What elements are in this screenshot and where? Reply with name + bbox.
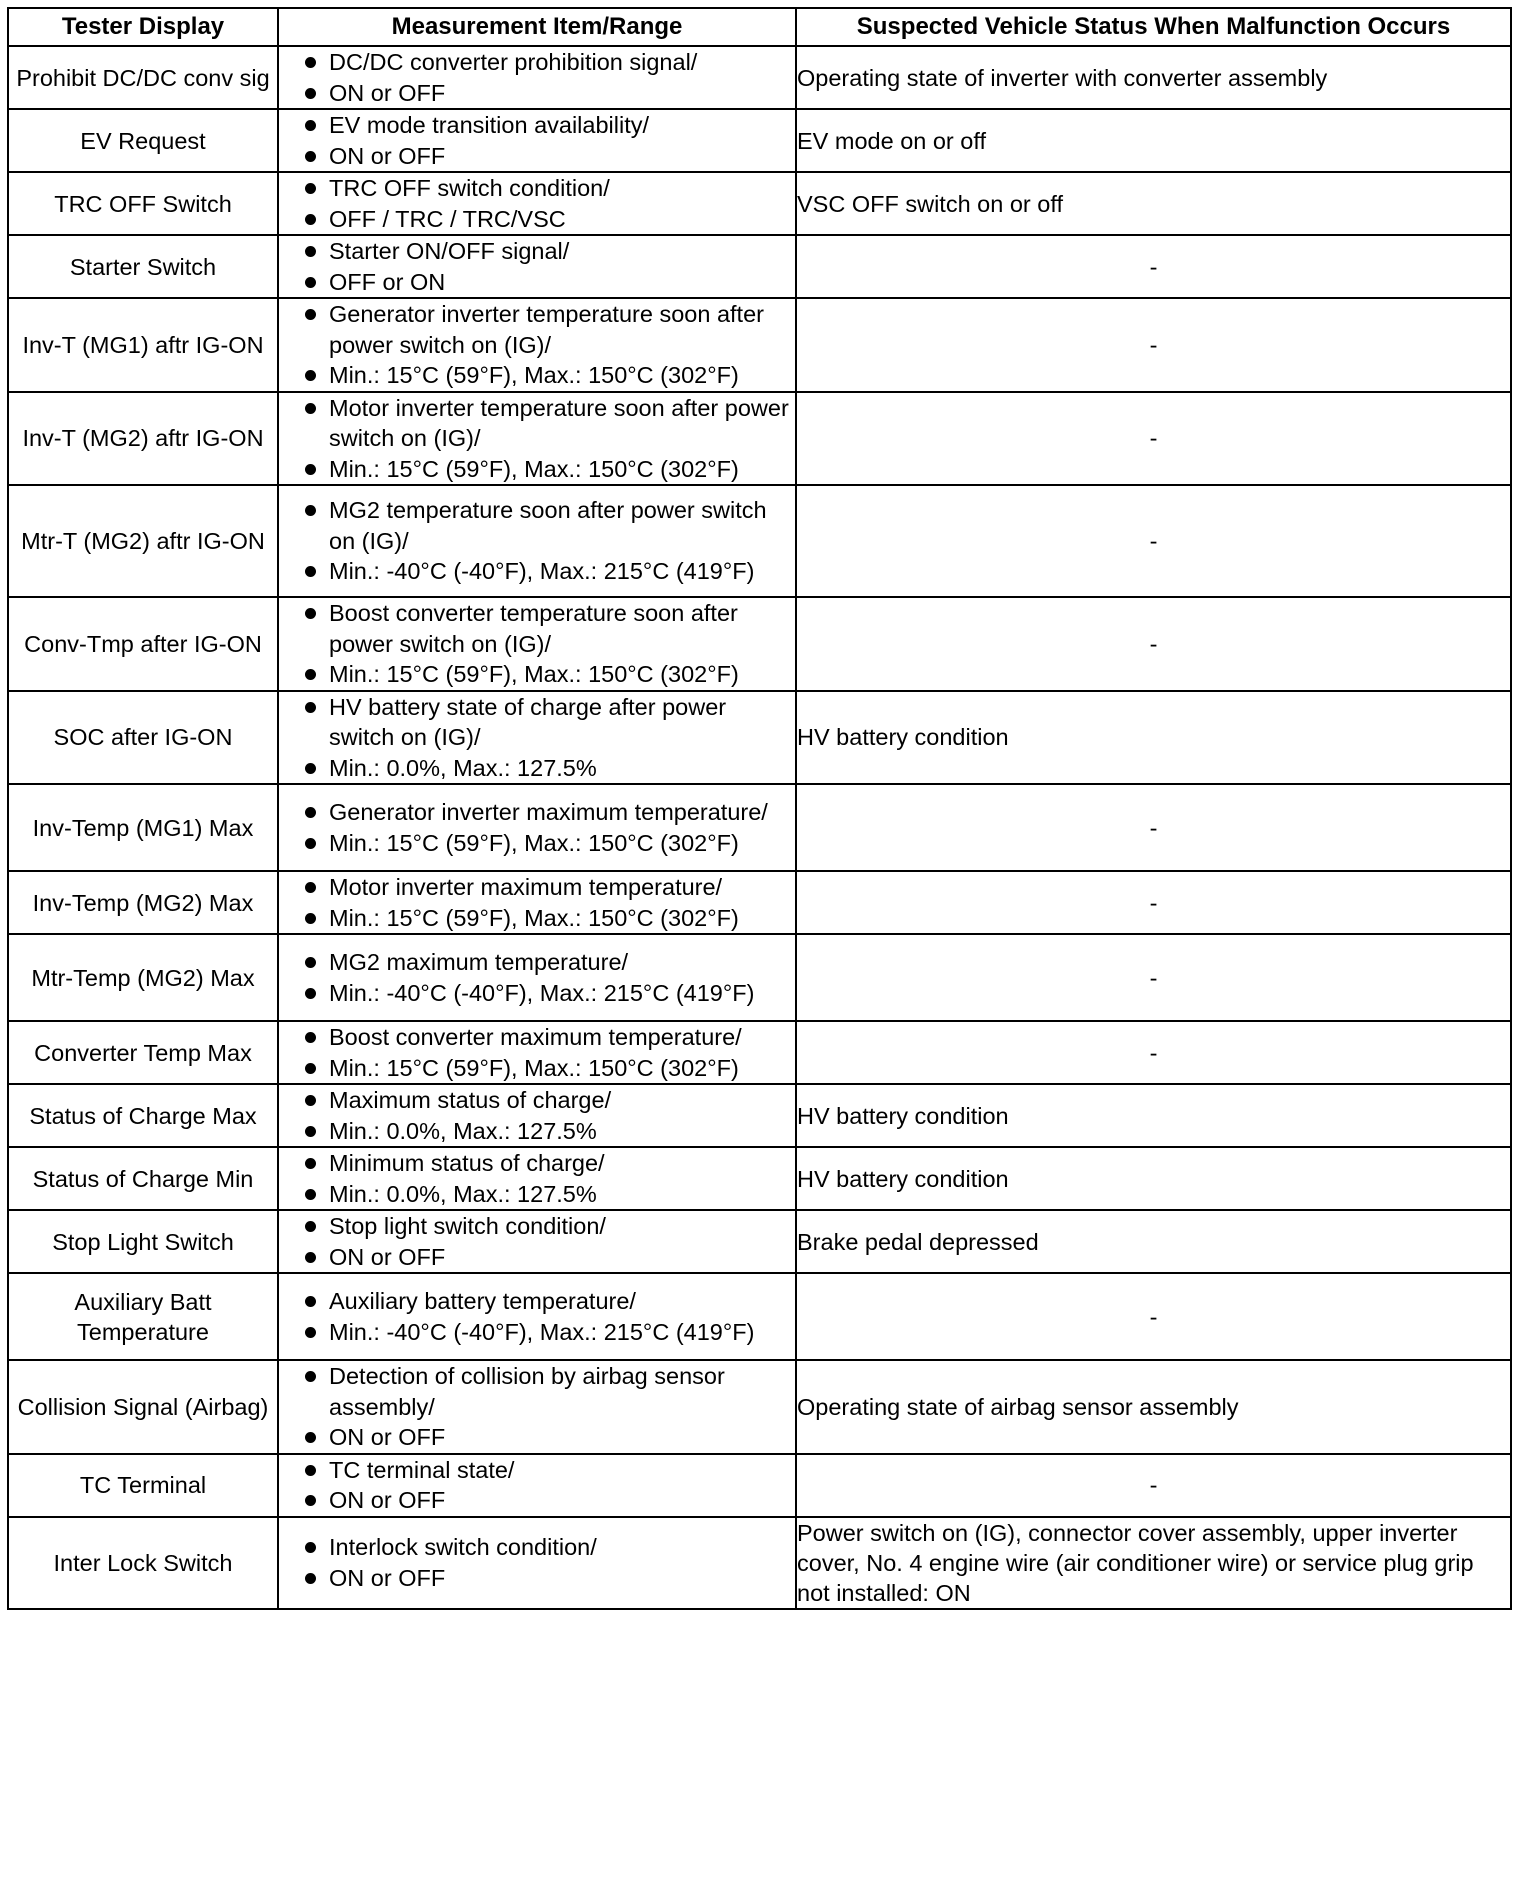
measurement-item: Boost converter maximum temperature/ [279,1022,795,1053]
measurement-item: MG2 maximum temperature/ [279,947,795,978]
measurement-list [279,47,795,108]
suspected-status-cell: - [796,871,1511,934]
measurement-item: TRC OFF switch condition/ [279,173,795,204]
measurement-cell [278,1360,796,1454]
measurement-item: Minimum status of charge/ [279,1148,795,1179]
table-row [8,1210,1511,1273]
measurement-cell [278,597,796,691]
measurement-cell [278,1454,796,1517]
measurement-item: Starter ON/OFF signal/ [279,236,795,267]
suspected-status-cell: - [796,1454,1511,1517]
measurement-list [279,1532,795,1593]
measurement-cell [278,485,796,597]
measurement-item: Motor inverter maximum temperature/ [279,872,795,903]
header-measurement-item: Measurement Item/Range [278,8,796,46]
measurement-item: Min.: 15°C (59°F), Max.: 150°C (302°F) [279,659,795,690]
measurement-cell [278,235,796,298]
table-row [8,934,1511,1021]
table-row [8,691,1511,785]
measurement-item: Min.: 15°C (59°F), Max.: 150°C (302°F) [279,828,795,859]
data-list-table [7,7,1512,1610]
table-row [8,1273,1511,1360]
table-row [8,298,1511,392]
measurement-item: Min.: -40°C (-40°F), Max.: 215°C (419°F) [279,1317,795,1348]
measurement-item: Min.: 0.0%, Max.: 127.5% [279,1179,795,1210]
tester-display-cell: Conv-Tmp after IG-ON [8,597,278,691]
tester-display-cell: SOC after IG-ON [8,691,278,785]
suspected-status-cell: - [796,235,1511,298]
tester-display-cell: Inv-Temp (MG2) Max [8,871,278,934]
measurement-item: Min.: -40°C (-40°F), Max.: 215°C (419°F) [279,556,795,587]
suspected-status-cell: - [796,298,1511,392]
measurement-item: ON or OFF [279,141,795,172]
table-row [8,1517,1511,1609]
suspected-status-cell: Operating state of airbag sensor assembly [796,1360,1511,1454]
suspected-status-cell: - [796,934,1511,1021]
suspected-status-cell: - [796,784,1511,871]
measurement-list [279,1148,795,1209]
measurement-item: HV battery state of charge after power switch on (IG)/ [279,692,795,753]
suspected-status-cell: - [796,1273,1511,1360]
measurement-list [279,299,795,391]
measurement-item: Interlock switch condition/ [279,1532,795,1563]
measurement-item: Min.: 0.0%, Max.: 127.5% [279,753,795,784]
table-row [8,392,1511,486]
measurement-item: Min.: 15°C (59°F), Max.: 150°C (302°F) [279,454,795,485]
table-row [8,1454,1511,1517]
measurement-cell [278,109,796,172]
measurement-item: Min.: 15°C (59°F), Max.: 150°C (302°F) [279,903,795,934]
measurement-item: Min.: 15°C (59°F), Max.: 150°C (302°F) [279,360,795,391]
table-row [8,46,1511,109]
measurement-cell [278,1147,796,1210]
suspected-status-cell: HV battery condition [796,691,1511,785]
tester-display-cell: TC Terminal [8,1454,278,1517]
measurement-item: Generator inverter maximum temperature/ [279,797,795,828]
measurement-item: Stop light switch condition/ [279,1211,795,1242]
header-suspected-status: Suspected Vehicle Status When Malfunction Occurs [796,8,1511,46]
measurement-item: Min.: 15°C (59°F), Max.: 150°C (302°F) [279,1053,795,1084]
measurement-list [279,872,795,933]
measurement-item: EV mode transition availability/ [279,110,795,141]
measurement-item: DC/DC converter prohibition signal/ [279,47,795,78]
measurement-list [279,236,795,297]
measurement-item: Auxiliary battery temperature/ [279,1286,795,1317]
measurement-list [279,1361,795,1453]
tester-display-cell: Stop Light Switch [8,1210,278,1273]
tester-display-cell: Converter Temp Max [8,1021,278,1084]
table-row [8,109,1511,172]
suspected-status-cell: - [796,485,1511,597]
measurement-list [279,1211,795,1272]
measurement-list [279,598,795,690]
table-row [8,235,1511,298]
measurement-item: OFF or ON [279,267,795,298]
measurement-list [279,173,795,234]
table-row [8,1084,1511,1147]
measurement-list [279,692,795,784]
measurement-list [279,947,795,1008]
measurement-cell [278,1517,796,1609]
measurement-cell [278,392,796,486]
table-row [8,1360,1511,1454]
table-row [8,871,1511,934]
tester-display-cell: Mtr-Temp (MG2) Max [8,934,278,1021]
measurement-list [279,393,795,485]
table-row [8,485,1511,597]
measurement-item: Maximum status of charge/ [279,1085,795,1116]
measurement-item: ON or OFF [279,78,795,109]
measurement-item: ON or OFF [279,1563,795,1594]
suspected-status-cell: - [796,597,1511,691]
suspected-status-cell: Operating state of inverter with converter assembly [796,46,1511,109]
measurement-cell [278,871,796,934]
tester-display-cell: TRC OFF Switch [8,172,278,235]
measurement-list [279,110,795,171]
tester-display-cell: Collision Signal (Airbag) [8,1360,278,1454]
measurement-item: OFF / TRC / TRC/VSC [279,204,795,235]
measurement-cell [278,298,796,392]
table-row [8,597,1511,691]
measurement-item: Detection of collision by airbag sensor assembly/ [279,1361,795,1422]
tester-display-cell: Auxiliary Batt Temperature [8,1273,278,1360]
suspected-status-cell: - [796,1021,1511,1084]
table-row [8,1147,1511,1210]
tester-display-cell: Inv-T (MG2) aftr IG-ON [8,392,278,486]
measurement-list [279,495,795,587]
table-row [8,172,1511,235]
tester-display-cell: Mtr-T (MG2) aftr IG-ON [8,485,278,597]
measurement-cell [278,1021,796,1084]
measurement-list [279,797,795,858]
measurement-item: Generator inverter temperature soon after power switch on (IG)/ [279,299,795,360]
measurement-cell [278,46,796,109]
measurement-item: Motor inverter temperature soon after power switch on (IG)/ [279,393,795,454]
measurement-list [279,1022,795,1083]
tester-display-cell: Status of Charge Min [8,1147,278,1210]
measurement-item: MG2 temperature soon after power switch on (IG)/ [279,495,795,556]
header-tester-display: Tester Display [8,8,278,46]
table-body [8,46,1511,1609]
measurement-item: ON or OFF [279,1422,795,1453]
table-row [8,784,1511,871]
measurement-cell [278,172,796,235]
measurement-cell [278,691,796,785]
tester-display-cell: Inter Lock Switch [8,1517,278,1609]
tester-display-cell: Starter Switch [8,235,278,298]
suspected-status-cell: Brake pedal depressed [796,1210,1511,1273]
suspected-status-cell: - [796,392,1511,486]
measurement-list [279,1085,795,1146]
suspected-status-cell: VSC OFF switch on or off [796,172,1511,235]
measurement-cell [278,784,796,871]
measurement-item: Min.: 0.0%, Max.: 127.5% [279,1116,795,1147]
suspected-status-cell: Power switch on (IG), connector cover assembly, upper inverter cover, No. 4 engine wire (air conditioner wire) or service plug grip not installed: ON [796,1517,1511,1609]
table-row [8,1021,1511,1084]
tester-display-cell: Prohibit DC/DC conv sig [8,46,278,109]
measurement-list [279,1286,795,1347]
measurement-item: TC terminal state/ [279,1455,795,1486]
tester-display-cell: Inv-T (MG1) aftr IG-ON [8,298,278,392]
measurement-item: Boost converter temperature soon after power switch on (IG)/ [279,598,795,659]
measurement-item: ON or OFF [279,1485,795,1516]
measurement-cell [278,1273,796,1360]
measurement-item: Min.: -40°C (-40°F), Max.: 215°C (419°F) [279,978,795,1009]
suspected-status-cell: HV battery condition [796,1147,1511,1210]
measurement-cell [278,1084,796,1147]
suspected-status-cell: EV mode on or off [796,109,1511,172]
tester-display-cell: Inv-Temp (MG1) Max [8,784,278,871]
suspected-status-cell: HV battery condition [796,1084,1511,1147]
tester-display-cell: Status of Charge Max [8,1084,278,1147]
tester-display-cell: EV Request [8,109,278,172]
measurement-list [279,1455,795,1516]
header-row [8,8,1511,46]
measurement-item: ON or OFF [279,1242,795,1273]
measurement-cell [278,934,796,1021]
measurement-cell [278,1210,796,1273]
